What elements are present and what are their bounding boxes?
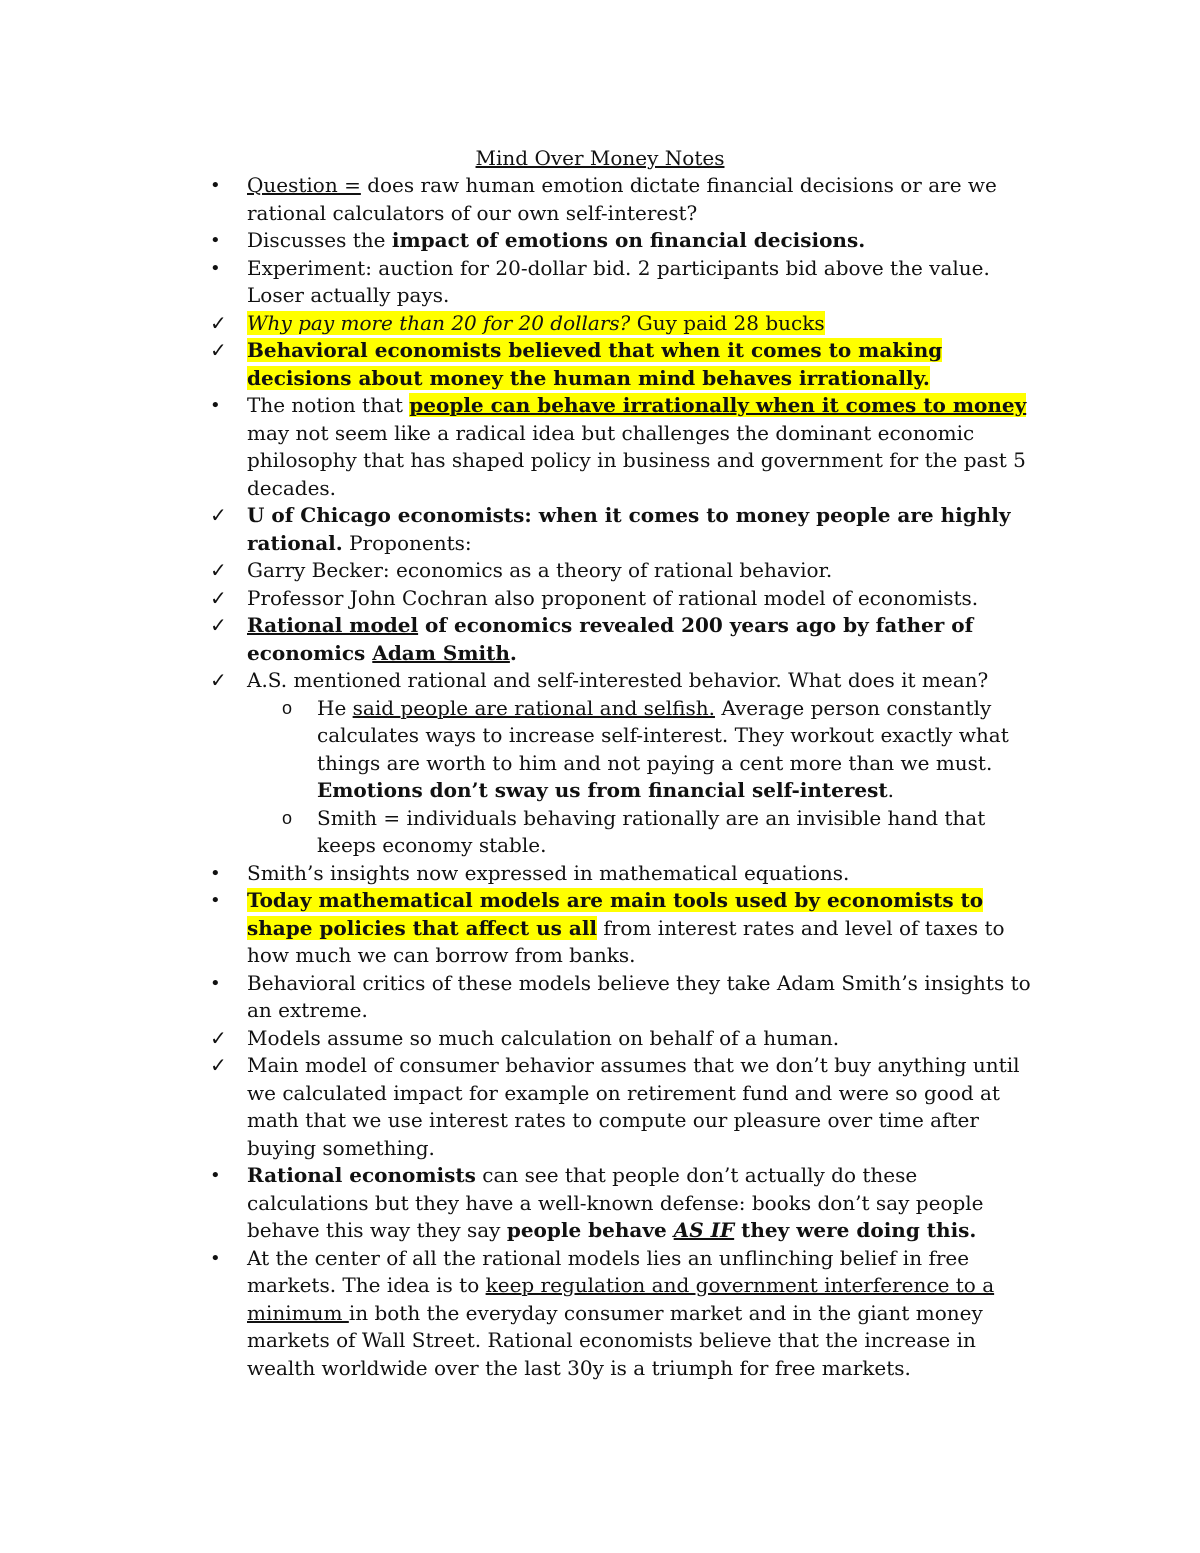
list-item [0, 227, 1037, 255]
list-item [0, 970, 1037, 1025]
list-item [0, 172, 1037, 227]
item-text [317, 806, 985, 858]
sub-list-item [0, 805, 1037, 860]
text-run: Experiment: auction for 20-dollar bid. 2 participants bid above the value. Loser actually pays. [247, 255, 990, 307]
text-run: Models assume so much calculation on behalf of a human. [247, 1025, 840, 1050]
text-run: Rational economists [247, 1163, 476, 1187]
item-text [247, 1246, 994, 1380]
text-run: does raw human emotion dictate financial decisions or are we rational calculators of our own self-interest? [247, 173, 997, 225]
list-item [0, 887, 1037, 970]
item-text [247, 668, 988, 692]
item-text [247, 1163, 983, 1242]
item-text [247, 888, 1005, 967]
checkmark-icon: ✓ [210, 613, 227, 637]
text-run: Professor John Cochran also proponent of rational model of economists. [247, 585, 979, 610]
text-run: Main model of consumer behavior assumes that we don’t buy anything until we calculated impact for example on retirement fund and were so good at math that we use interest rates to compute our pleasure over time after buying something. [247, 1053, 1020, 1160]
item-text [247, 1026, 839, 1050]
bullet-marker: • [210, 230, 221, 251]
list-item [0, 1245, 1037, 1383]
sub-list-item [0, 695, 1037, 805]
item-text [247, 1053, 1020, 1160]
list-item [0, 557, 1037, 585]
text-run: Discusses the [247, 228, 392, 252]
text-run: AS IF [673, 1218, 735, 1242]
list-item [0, 310, 1037, 338]
item-text [247, 861, 849, 885]
text-run: U of Chicago economists: when it comes to money people are highly rational. [247, 503, 1011, 555]
text-run: Behavioral critics of these models believe they take Adam Smith’s insights to an extreme. [247, 970, 1031, 1022]
item-text [247, 228, 865, 252]
item-text [247, 503, 1010, 555]
item-text [247, 558, 832, 582]
text-run: from interest rates and level of taxes to how much we can borrow from banks. [247, 915, 1005, 967]
text-run: Average person constantly calculates ways to increase self-interest. They workout exactly what things are worth to him and not paying a cent more than we must. [317, 695, 1009, 775]
text-run: . [509, 640, 517, 665]
item-text [247, 338, 942, 390]
document-title: Mind Over Money Notes [475, 146, 725, 170]
notes-list [0, 172, 1200, 1382]
text-run: . [887, 778, 894, 802]
text-run: Rational model [247, 613, 419, 637]
item-text [247, 311, 825, 335]
highlighted-text: Today mathematical models are main tools used by economists to shape policies that affect us all [247, 888, 984, 940]
text-run: Question = [247, 173, 361, 197]
text-run: people behave [506, 1218, 674, 1242]
item-text [247, 971, 1031, 1023]
list-item [0, 337, 1037, 392]
bullet-marker: • [210, 862, 221, 884]
list-item [0, 392, 1037, 502]
text-run: keep regulation and government interference to a minimum [247, 1273, 995, 1325]
text-run: Adam Smith [372, 640, 510, 665]
highlighted-text: Guy paid 28 bucks [630, 310, 825, 335]
text-run: He [317, 695, 353, 720]
text-run: said people are rational and selfish. [352, 695, 715, 720]
text-run: impact of emotions on financial decisions. [391, 228, 866, 252]
text-run: Proponents: [342, 530, 472, 555]
list-item [0, 255, 1037, 310]
text-run: Smith = individuals behaving rationally are an invisible hand that keeps economy stable. [317, 805, 986, 857]
text-run: A.S. mentioned rational and self-interested behavior. What does it mean? [247, 668, 989, 692]
item-text [247, 256, 990, 308]
bullet-marker: • [210, 890, 221, 911]
list-item [0, 585, 1037, 613]
checkmark-icon: ✓ [210, 558, 227, 582]
checkmark-icon: ✓ [210, 1025, 227, 1050]
sub-bullet-marker: o [282, 697, 293, 718]
bullet-marker: • [210, 972, 221, 994]
text-run: they were doing this. [734, 1218, 977, 1242]
list-item [0, 1025, 1037, 1053]
checkmark-icon: ✓ [210, 585, 227, 610]
list-item [0, 502, 1037, 557]
text-run: At the center of all the rational models lies an unflinching belief in free markets. The idea is to [247, 1245, 970, 1297]
text-run: in both the everyday consumer market and in the giant money markets of Wall Street. Rational economists believe that the increase in wealth worldwide over the last 30y is a triumph for free markets. [247, 1300, 983, 1380]
list-item [0, 860, 1037, 888]
checkmark-icon: ✓ [210, 310, 227, 335]
item-text [247, 586, 978, 610]
sub-bullet-marker: o [282, 807, 293, 828]
text-run: The notion that [247, 393, 410, 417]
checkmark-icon: ✓ [210, 668, 227, 692]
highlighted-text: people can behave irrationally when it comes to money [409, 393, 1027, 417]
list-item [0, 1162, 1037, 1245]
item-text [247, 393, 1026, 500]
list-item [0, 612, 1037, 667]
item-text [247, 613, 973, 665]
checkmark-icon: ✓ [210, 503, 227, 527]
checkmark-icon: ✓ [210, 338, 227, 362]
text-run: of economics revealed 200 years ago by father of economics [247, 613, 974, 665]
item-text [317, 696, 1009, 803]
highlighted-text: Why pay more than 20 for 20 dollars? [247, 310, 631, 335]
bullet-marker: • [210, 257, 221, 279]
highlighted-text: Behavioral economists believed that when it comes to making decisions about money the human mind behaves irrationally. [247, 338, 943, 390]
bullet-marker: • [210, 175, 221, 196]
text-run: Emotions don’t sway us from financial self-interest [317, 778, 888, 802]
text-run: Garry Becker: economics as a theory of rational behavior. [247, 558, 833, 582]
item-text [247, 173, 997, 225]
text-run: Smith’s insights now expressed in mathematical equations. [247, 860, 850, 885]
list-item [0, 667, 1037, 695]
text-run: may not seem like a radical idea but challenges the dominant economic philosophy that has shaped policy in business and government for the past 5 decades. [247, 420, 1026, 500]
bullet-marker: • [210, 1247, 221, 1269]
list-item [0, 1052, 1037, 1162]
bullet-marker: • [210, 1165, 221, 1186]
bullet-marker: • [210, 395, 221, 416]
checkmark-icon: ✓ [210, 1053, 227, 1077]
text-run: can see that people don’t actually do these calculations but they have a well-known defense: books don’t say people behave this way they say [247, 1163, 984, 1242]
